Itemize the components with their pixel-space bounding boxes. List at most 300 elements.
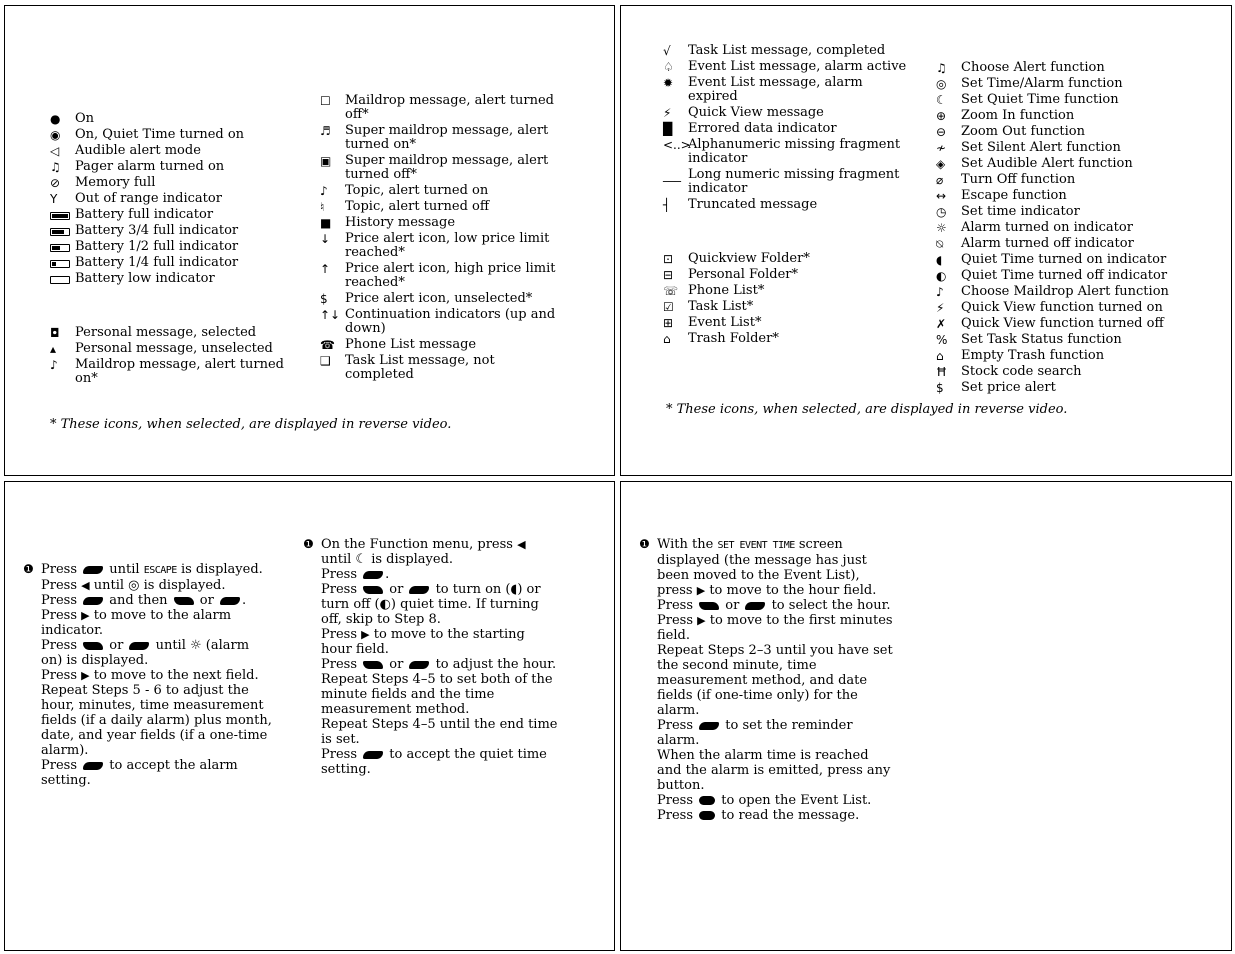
legend-item — [50, 208, 295, 222]
legend-label: Quiet Time turned on indicator — [961, 252, 1167, 267]
legend-icon: ◈ — [936, 157, 946, 171]
legend-item — [936, 237, 1176, 251]
legend-icon: ☏ — [663, 284, 679, 298]
legend-item — [663, 198, 908, 212]
instruction-step — [303, 747, 558, 777]
legend-icon: Y — [50, 192, 58, 206]
legend-label: Set Silent Alert function — [961, 140, 1121, 155]
legend-icon: ↑↓ — [320, 308, 341, 322]
legend-icon: ♪ — [936, 285, 944, 299]
step-number-icon — [23, 758, 41, 788]
status-icons-column-2 — [320, 94, 560, 384]
panel-status-icons — [4, 5, 615, 476]
right-arrow-key-icon: ▶ — [697, 614, 706, 627]
right-button-icon — [699, 602, 719, 610]
left-button-icon — [363, 751, 383, 759]
step-content — [41, 593, 273, 608]
step-text: Press — [657, 598, 698, 613]
legend-icon: ≁ — [936, 141, 947, 155]
legend-label: Task List message, completed — [688, 43, 886, 58]
right-button-icon — [83, 642, 103, 650]
step-text: Press — [321, 747, 362, 762]
legend-label: Quick View message — [688, 105, 824, 120]
step-text: Repeat Steps 4–5 to set both of the minute fields and the time measurement method. — [321, 672, 553, 717]
step-number-icon — [23, 578, 41, 593]
legend-item — [50, 256, 295, 270]
legend-label: Alarm turned off indicator — [961, 236, 1134, 251]
legend-item — [320, 354, 560, 382]
legend-label: Phone List message — [345, 337, 477, 352]
legend-item — [663, 60, 908, 74]
legend-item — [936, 365, 1176, 379]
legend-icon: ● — [50, 112, 61, 126]
legend-label: Set price alert — [961, 380, 1056, 395]
legend-item — [936, 61, 1176, 75]
step-text: Press — [41, 668, 82, 683]
legend-label: Memory full — [75, 175, 156, 190]
legend-item — [50, 224, 295, 238]
legend-icon: ♪ — [50, 358, 58, 372]
step-text: Repeat Steps 5 - 6 to adjust the hour, minutes, time measurement fields (if a daily alarm) plus month, date, and year fields (if a one-time alarm). — [41, 683, 272, 758]
legend-label: Zoom Out function — [961, 124, 1085, 139]
step-text: Press — [41, 638, 82, 653]
step-text: or — [721, 598, 744, 613]
legend-item — [663, 300, 908, 314]
step-number-icon — [23, 668, 41, 683]
step-text: Press — [41, 593, 82, 608]
step-content — [657, 793, 894, 808]
left-button-icon — [129, 642, 149, 650]
legend-label: Trash Folder* — [688, 331, 779, 346]
legend-item — [936, 93, 1176, 107]
legend-item — [936, 317, 1176, 331]
legend-icon: ↔ — [936, 189, 947, 203]
legend-item — [936, 77, 1176, 91]
legend-icon: ♫ — [50, 160, 61, 174]
legend-item — [320, 232, 560, 260]
step-text: Press — [657, 808, 698, 823]
legend-label: Stock code search — [961, 364, 1082, 379]
step-number-icon — [23, 593, 41, 608]
legend-item — [936, 285, 1176, 299]
event-time-steps — [639, 537, 894, 823]
legend-item — [936, 221, 1176, 235]
step-number-icon — [23, 683, 41, 758]
reverse-video-note: * These icons, when selected, are displayed in reverse video. — [50, 417, 452, 432]
legend-label: Personal message, unselected — [75, 341, 273, 356]
step-text: Press — [321, 657, 362, 672]
legend-item — [936, 349, 1176, 363]
legend-item — [50, 272, 295, 286]
legend-item — [663, 316, 908, 330]
legend-label: Continuation indicators (up and down) — [345, 307, 556, 336]
legend-label: Quickview Folder* — [688, 251, 810, 266]
legend-item — [50, 326, 295, 340]
step-text: . — [385, 567, 390, 582]
instruction-step — [639, 537, 894, 598]
step-content — [321, 582, 558, 627]
instruction-step — [303, 672, 558, 717]
legend-label: On — [75, 111, 95, 126]
step-number-icon — [639, 793, 657, 808]
indicator-icon: ☼ — [190, 638, 202, 653]
left-button-icon — [699, 722, 719, 730]
step-text: Press — [321, 627, 362, 642]
left-button-icon — [83, 762, 103, 770]
display-text: ESCAPE — [143, 565, 177, 576]
step-text: to move to the starting hour field. — [321, 627, 525, 657]
legend-item — [320, 292, 560, 306]
step-content — [41, 758, 273, 788]
legend-item — [663, 76, 908, 104]
legend-label: Out of range indicator — [75, 191, 222, 206]
instruction-step — [303, 657, 558, 672]
legend-icon: ❑ — [320, 354, 331, 368]
instruction-step — [23, 578, 273, 593]
step-number-icon — [639, 598, 657, 613]
step-number-icon — [639, 808, 657, 823]
step-text: to move to the hour field. — [705, 583, 877, 598]
legend-item — [50, 112, 295, 126]
instruction-step — [639, 613, 894, 643]
legend-icon: ◖ — [936, 253, 943, 267]
legend-item — [320, 124, 560, 152]
legend-label: Set time indicator — [961, 204, 1080, 219]
instruction-step — [639, 808, 894, 823]
panel-message-icons — [620, 5, 1232, 476]
battery-icon — [50, 208, 75, 222]
legend-icon: █ — [663, 122, 673, 136]
legend-label: Battery low indicator — [75, 271, 215, 286]
legend-icon: ⊕ — [936, 109, 947, 123]
legend-icon: ◐ — [936, 269, 947, 283]
step-content — [321, 747, 558, 777]
legend-icon: ⊡ — [663, 252, 674, 266]
legend-label: Alarm turned on indicator — [961, 220, 1133, 235]
legend-item — [320, 262, 560, 290]
legend-icon: ⊟ — [663, 268, 674, 282]
legend-icon: ◷ — [936, 205, 947, 219]
legend-icon: ☼ — [936, 221, 947, 235]
step-text: to open the Event List. — [717, 793, 872, 808]
instruction-step — [639, 748, 894, 793]
legend-label: Escape function — [961, 188, 1067, 203]
step-number-icon — [23, 638, 41, 668]
legend-label: Task List* — [688, 299, 754, 314]
legend-item — [663, 284, 908, 298]
legend-icon: ✗ — [936, 317, 947, 331]
step-text: Press — [321, 567, 362, 582]
step-content — [657, 643, 894, 718]
legend-label: Audible alert mode — [75, 143, 201, 158]
legend-icon: ┤ — [663, 198, 671, 212]
legend-icon: ◘ — [50, 326, 60, 340]
legend-label: Set Quiet Time function — [961, 92, 1119, 107]
legend-icon: ☎ — [320, 338, 335, 352]
legend-label: Pager alarm turned on — [75, 159, 225, 174]
step-content — [321, 537, 558, 567]
quiet-time-steps — [303, 537, 558, 777]
status-icons-column-1 — [50, 112, 295, 388]
instruction-step — [303, 582, 558, 627]
battery-icon — [50, 272, 75, 286]
legend-icon: $ — [320, 292, 328, 306]
instruction-step — [303, 717, 558, 747]
legend-icon: ☾ — [936, 93, 947, 107]
legend-label: Battery 1/4 full indicator — [75, 255, 239, 270]
step-content — [41, 638, 273, 668]
step-text: or — [385, 657, 408, 672]
legend-icon: ⊘ — [50, 176, 61, 190]
step-text: On the Function menu, press — [321, 537, 518, 552]
step-text: until — [89, 578, 129, 593]
legend-icon: ■ — [320, 216, 332, 230]
step-number-icon — [303, 717, 321, 747]
legend-label: Quick View function turned off — [961, 316, 1164, 331]
legend-label: Choose Alert function — [961, 60, 1105, 75]
legend-icon: ↓ — [320, 232, 331, 246]
battery-icon — [50, 256, 75, 270]
panel-event-steps — [620, 481, 1232, 951]
step-text: to adjust the hour. — [431, 657, 557, 672]
legend-item — [50, 144, 295, 158]
legend-icon: ▴ — [50, 342, 57, 356]
step-text: Press — [41, 562, 82, 577]
step-text: to turn on (◖) or turn off (◐) quiet time. If turning off, skip to Step 8. — [321, 582, 541, 627]
legend-icon: ◁ — [50, 144, 60, 158]
instruction-step — [23, 638, 273, 668]
legend-label: History message — [345, 215, 456, 230]
right-arrow-key-icon: ▶ — [81, 669, 90, 682]
legend-item — [663, 106, 908, 120]
legend-label: Price alert icon, low price limit reached* — [345, 231, 550, 260]
step-number-icon — [639, 643, 657, 718]
legend-icon: ☑ — [663, 300, 674, 314]
read-button-icon — [699, 811, 715, 820]
legend-item — [936, 109, 1176, 123]
step-content — [321, 657, 558, 672]
legend-icon: ♮ — [320, 200, 325, 214]
legend-icon: ♤ — [663, 60, 674, 74]
left-button-icon — [220, 597, 240, 605]
legend-label: Quiet Time turned off indicator — [961, 268, 1168, 283]
legend-label: Super maildrop message, alert turned off* — [345, 153, 549, 182]
step-number-icon — [23, 608, 41, 638]
display-text: SET EVENT TIME — [717, 540, 795, 551]
legend-item — [936, 157, 1176, 171]
legend-item — [663, 268, 908, 282]
legend-label: Set Task Status function — [961, 332, 1122, 347]
legend-item — [320, 94, 560, 122]
step-text: Press — [321, 582, 362, 597]
legend-icon: Ħ — [936, 365, 947, 379]
legend-label: Maildrop message, alert turned on* — [75, 357, 284, 386]
legend-item — [50, 128, 295, 142]
legend-item — [50, 176, 295, 190]
step-text: When the alarm time is reached and the alarm is emitted, press any button. — [657, 748, 891, 793]
legend-item — [936, 189, 1176, 203]
legend-label: Event List message, alarm expired — [688, 75, 863, 104]
legend-item — [320, 338, 560, 352]
legend-icon: ⌀ — [936, 173, 944, 187]
instruction-step — [23, 758, 273, 788]
step-text: until ☾ is displayed. — [321, 552, 454, 567]
right-button-icon — [174, 597, 194, 605]
step-text: (alarm on) is displayed. — [41, 638, 250, 668]
legend-label: Empty Trash function — [961, 348, 1105, 363]
right-arrow-key-icon: ▶ — [81, 609, 90, 622]
instruction-step — [303, 537, 558, 567]
step-text: and then — [105, 593, 172, 608]
legend-icon: $ — [936, 381, 944, 395]
reverse-video-note-2: * These icons, when selected, are displayed in reverse video. — [666, 402, 1068, 417]
step-text: to move to the alarm indicator. — [41, 608, 232, 638]
legend-icon: ⚡ — [936, 301, 945, 315]
alarm-steps — [23, 562, 273, 788]
legend-item — [50, 342, 295, 356]
legend-label: Alphanumeric missing fragment indicator — [688, 137, 901, 166]
instruction-step — [639, 643, 894, 718]
left-button-icon — [745, 602, 765, 610]
step-text: is displayed. — [176, 562, 263, 577]
legend-icon: % — [936, 333, 948, 347]
step-text: to move to the next field. — [89, 668, 259, 683]
step-content — [657, 718, 894, 748]
message-icons-column-1 — [663, 44, 908, 348]
legend-item — [663, 168, 908, 196]
step-content — [321, 567, 558, 582]
step-content — [41, 578, 273, 593]
step-number-icon — [303, 582, 321, 627]
left-arrow-key-icon: ◀ — [517, 538, 526, 551]
legend-item — [663, 44, 908, 58]
legend-icon: √ — [663, 44, 671, 58]
step-text: screen displayed (the message has just been moved to the Event List), press — [657, 537, 867, 598]
legend-label: Topic, alert turned on — [345, 183, 489, 198]
indicator-icon: ◎ — [128, 578, 140, 593]
instruction-step — [23, 683, 273, 758]
step-text: to accept the quiet time setting. — [321, 747, 547, 777]
legend-label: Event List* — [688, 315, 762, 330]
legend-item — [936, 333, 1176, 347]
step-number-icon — [639, 718, 657, 748]
instruction-step — [23, 668, 273, 683]
legend-item — [663, 138, 908, 166]
step-text: Press — [657, 613, 698, 628]
legend-label: Battery 1/2 full indicator — [75, 239, 239, 254]
step-number-icon: ❶ — [303, 537, 314, 551]
left-button-icon — [409, 586, 429, 594]
legend-label: Personal message, selected — [75, 325, 257, 340]
legend-item — [50, 160, 295, 174]
legend-item — [320, 200, 560, 214]
legend-label: Quick View function turned on — [961, 300, 1163, 315]
legend-label: Personal Folder* — [688, 267, 799, 282]
step-text: or — [385, 582, 408, 597]
panel-alarm-quiet-steps — [4, 481, 615, 951]
step-text: Press — [657, 718, 698, 733]
step-content — [657, 537, 894, 598]
step-number-icon: ❶ — [23, 562, 34, 576]
legend-label: Task List message, not completed — [345, 353, 495, 382]
legend-icon: <..> — [663, 138, 691, 152]
step-text: Press — [41, 578, 82, 593]
step-content — [321, 672, 558, 717]
step-text: until — [105, 562, 144, 577]
legend-item — [50, 358, 295, 386]
step-content — [657, 808, 894, 823]
legend-label: On, Quiet Time turned on — [75, 127, 245, 142]
step-number-icon — [303, 657, 321, 672]
legend-label: Battery 3/4 full indicator — [75, 223, 239, 238]
step-number-icon: ❶ — [639, 537, 650, 551]
right-button-icon — [363, 661, 383, 669]
step-text: to read the message. — [717, 808, 860, 823]
step-text: until — [151, 638, 191, 653]
legend-label: Battery full indicator — [75, 207, 214, 222]
legend-item — [320, 184, 560, 198]
legend-label: Set Audible Alert function — [961, 156, 1133, 171]
legend-label: Event List message, alarm active — [688, 59, 907, 74]
step-content — [41, 562, 273, 578]
legend-label: Truncated message — [688, 197, 818, 212]
left-button-icon — [83, 566, 103, 574]
step-text: or — [105, 638, 128, 653]
legend-icon: ⌂ — [663, 332, 671, 346]
legend-label: Errored data indicator — [688, 121, 837, 136]
step-text: to select the hour. — [767, 598, 891, 613]
instruction-step — [639, 718, 894, 748]
legend-icon: ✹ — [663, 76, 674, 90]
step-number-icon — [303, 672, 321, 717]
step-content — [41, 683, 273, 758]
battery-icon — [50, 240, 75, 254]
instruction-step — [23, 593, 273, 608]
legend-icon: ⊞ — [663, 316, 674, 330]
left-button-icon — [363, 571, 383, 579]
legend-item — [663, 122, 908, 136]
legend-item — [663, 332, 908, 346]
legend-label: Choose Maildrop Alert function — [961, 284, 1169, 299]
legend-item — [320, 308, 560, 336]
legend-icon: ♪ — [320, 184, 328, 198]
right-arrow-key-icon: ▶ — [696, 584, 706, 597]
legend-item — [936, 301, 1176, 315]
legend-label: Zoom In function — [961, 108, 1075, 123]
left-button-icon — [409, 661, 429, 669]
instruction-step — [639, 793, 894, 808]
legend-item — [936, 381, 1176, 395]
step-number-icon — [639, 613, 657, 643]
legend-item — [936, 125, 1176, 139]
step-text: With the — [657, 537, 718, 552]
step-text: Press — [657, 793, 698, 808]
legend-icon: ⌂ — [936, 349, 944, 363]
instruction-step — [23, 608, 273, 638]
step-text: is displayed. — [139, 578, 226, 593]
left-arrow-key-icon: ◀ — [81, 579, 90, 592]
legend-icon: ♬ — [320, 124, 331, 138]
instruction-step — [639, 598, 894, 613]
legend-icon: ☐ — [320, 94, 331, 108]
step-text: Repeat Steps 2–3 until you have set the second minute, time measurement method, and date fields (if one-time only) for the alarm. — [657, 643, 893, 718]
legend-icon: ◎ — [936, 77, 947, 91]
legend-label: Turn Off function — [961, 172, 1076, 187]
legend-icon: ___ — [663, 168, 681, 182]
step-text: . — [241, 593, 247, 608]
legend-icon: ⚡ — [663, 106, 672, 120]
legend-label: Topic, alert turned off — [345, 199, 490, 214]
